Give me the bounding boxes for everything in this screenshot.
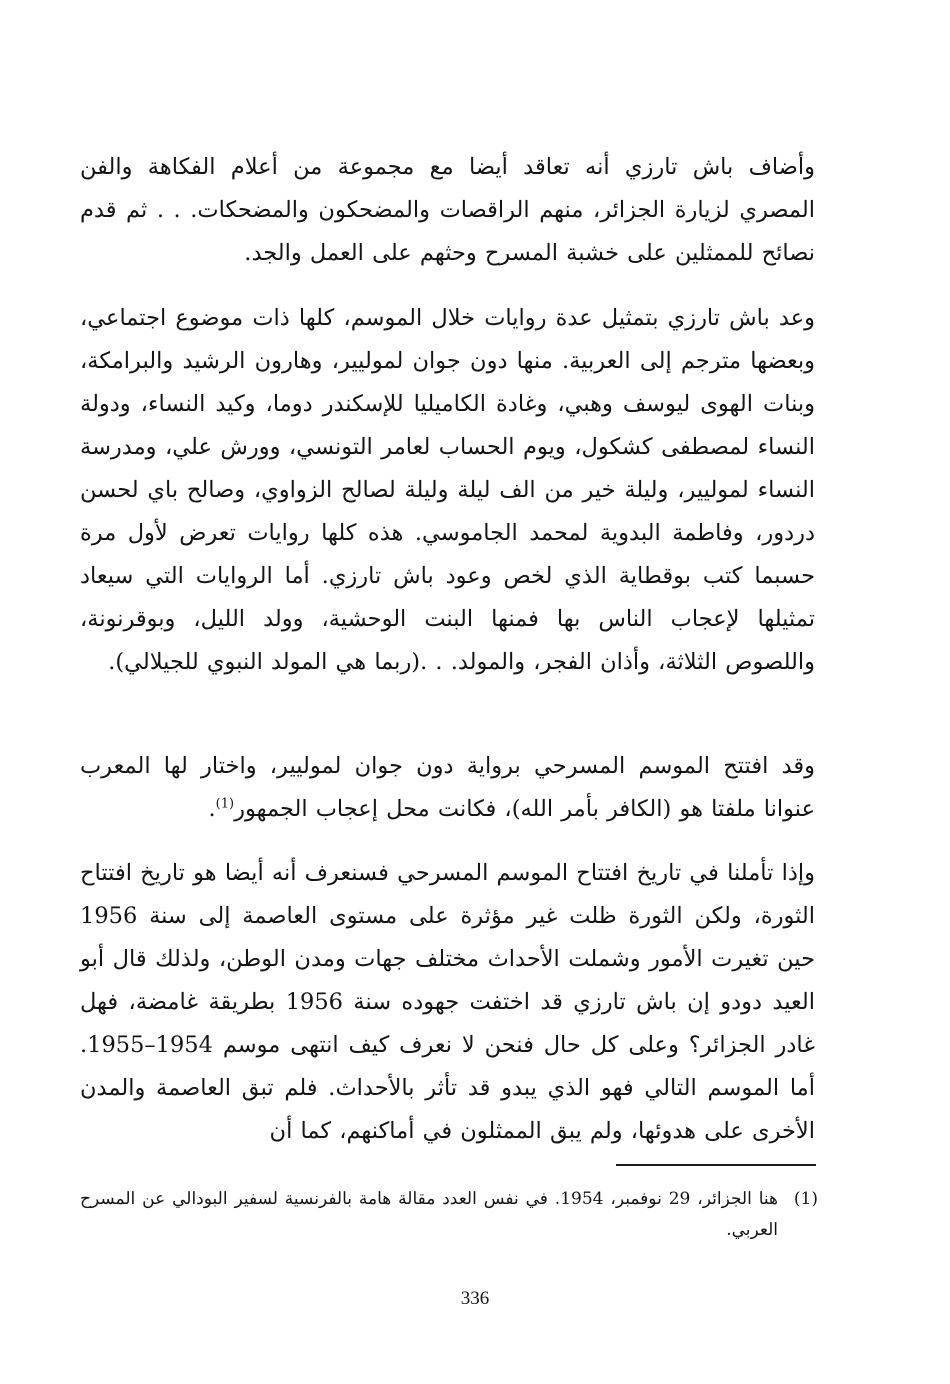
paragraph-4: وإذا تأملنا في تاريخ افتتاح الموسم المسرحي فسنعرف أنه أيضا هو تاريخ افتتاح الثورة، ولكن الثورة ظلت غير مؤثرة على مستوى العاصمة إلى سنة 1956 حين تغيرت الأمور وشملت الأحداث مختلف جهات ومدن الوطن، ولذلك قال أبو العيد دودو إن باش تارزي قد اختفت جهوده سنة 1956 بطريقة غامضة، فهل غادر الجزائر؟ وعلى كل حال فنحن لا نعرف كيف انتهى موسم 1954–1955. أما الموسم التالي فهو الذي يبدو قد تأثر بالأحداث. فلم تبق العاصمة والمدن الأخرى على هدوئها، ولم يبق الممثلون في أماكنهم، كما أن (80, 860, 815, 1144)
page-number: 336 (460, 1288, 490, 1309)
footnote-marker: (1) (793, 1189, 818, 1209)
footnote-text: هنا الجزائر، 29 نوفمبر، 1954. في نفس العدد مقالة هامة بالفرنسية لسفير البودالي عن المسرح العربي. (80, 1189, 778, 1240)
paragraph-2: وعد باش تارزي بتمثيل عدة روايات خلال الموسم، كلها ذات موضوع اجتماعي، وبعضها مترجم إلى العربية. منها دون جوان لموليير، وهارون الرشيد والبرامكة، وبنات الهوى ليوسف وهبي، وغادة الكاميليا للإسكندر دوما، وكيد النساء، ودولة النساء لمصطفى كشكول، ويوم الحساب لعامر التونسي، وورش علي، ومدرسة النساء لموليير، وليلة خير من الف ليلة وليلة لصالح الزواوي، وصالح باي لحسن دردور، وفاطمة البدوية لمحمد الجاموسي. هذه كلها روايات تعرض لأول مرة حسبما كتب بوقطاية الذي لخص وعود باش تارزي. أما الروايات التي سيعاد تمثيلها لإعجاب الناس بها فمنها البنت الوحشية، وولد الليل، وبوقرنونة، واللصوص الثلاثة، وأذان الفجر، والمولد. . .(ربما هي المولد النبوي للجيلالي). (80, 305, 815, 675)
footnote-separator (616, 1164, 816, 1166)
paragraph-3-end: . (208, 796, 216, 822)
footnote (80, 1184, 818, 1246)
paragraph-1: وأضاف باش تارزي أنه تعاقد أيضا مع مجموعة من أعلام الفكاهة والفن المصري لزيارة الجزائر، منهم الراقصات والمضحكون والمضحكات. . . ثم قدم نصائح للممثلين على خشبة المسرح وحثهم على العمل والجد. (80, 154, 815, 266)
paragraph-3-text: وقد افتتح الموسم المسرحي برواية دون جوان لموليير، واختار لها المعرب عنوانا ملفتا هو (الكافر بأمر الله)، فكانت محل إعجاب الجمهور (80, 753, 815, 822)
footnote-reference: (1) (215, 796, 235, 812)
paragraph-3 (80, 745, 815, 831)
